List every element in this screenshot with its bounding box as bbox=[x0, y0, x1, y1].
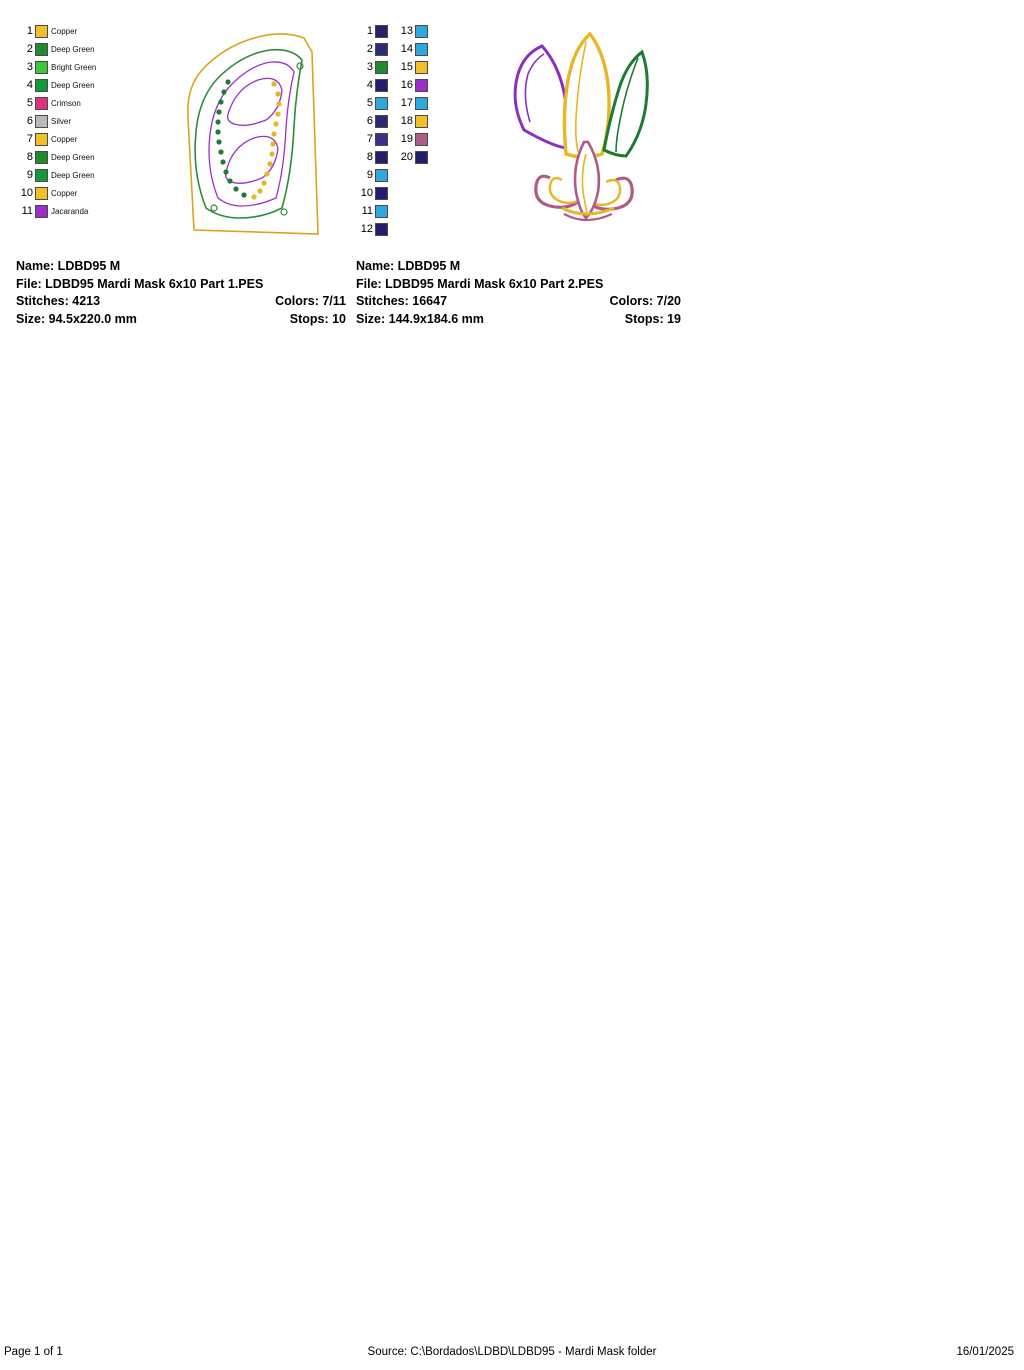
color-index: 6 bbox=[366, 114, 373, 127]
color-swatch bbox=[35, 115, 48, 128]
color-index: 2 bbox=[366, 42, 373, 55]
color-legend-row bbox=[356, 220, 388, 238]
design-stitches: Stitches: 16647 bbox=[356, 294, 448, 308]
color-index: 20 bbox=[400, 150, 413, 163]
color-column-right bbox=[396, 22, 428, 238]
color-swatch bbox=[375, 97, 388, 110]
color-legend-row bbox=[396, 40, 428, 58]
color-index: 16 bbox=[400, 78, 413, 91]
color-legend-row bbox=[396, 76, 428, 94]
color-swatch bbox=[35, 169, 48, 182]
design-info-part2 bbox=[356, 258, 681, 328]
color-index: 8 bbox=[366, 150, 373, 163]
color-swatch bbox=[415, 115, 428, 128]
color-legend-row bbox=[356, 22, 388, 40]
design-block-part1 bbox=[16, 22, 346, 326]
info-line-stitches bbox=[356, 293, 681, 311]
info-line-file bbox=[356, 276, 681, 294]
color-name: Crimson bbox=[51, 98, 81, 108]
page-footer bbox=[0, 1346, 1024, 1362]
color-swatch bbox=[375, 115, 388, 128]
color-column-left bbox=[356, 22, 388, 238]
design-colors: Colors: 7/11 bbox=[275, 294, 346, 308]
design-stops: Stops: 19 bbox=[624, 311, 681, 326]
color-name: Copper bbox=[51, 134, 78, 144]
color-name: Deep Green bbox=[51, 80, 95, 90]
color-swatch bbox=[35, 205, 48, 218]
footer-date: 16/01/2025 bbox=[956, 1346, 1014, 1358]
color-swatch bbox=[375, 133, 388, 146]
color-legend-row bbox=[356, 76, 388, 94]
color-legend-row bbox=[16, 202, 96, 220]
color-swatch bbox=[35, 61, 48, 74]
color-column-left bbox=[16, 22, 96, 220]
color-index: 4 bbox=[26, 78, 33, 91]
color-index: 1 bbox=[366, 24, 373, 37]
color-index: 5 bbox=[366, 96, 373, 109]
color-index: 13 bbox=[400, 24, 413, 37]
color-index: 8 bbox=[26, 150, 33, 163]
color-legend-row bbox=[356, 112, 388, 130]
color-legend-row bbox=[356, 166, 388, 184]
design-art-row bbox=[16, 22, 346, 244]
color-swatch bbox=[35, 25, 48, 38]
color-index: 17 bbox=[400, 96, 413, 109]
color-index: 10 bbox=[20, 186, 33, 199]
footer-page-number: Page 1 of 1 bbox=[4, 1346, 63, 1358]
color-legend-row bbox=[356, 58, 388, 76]
color-swatch bbox=[415, 151, 428, 164]
color-swatch bbox=[35, 133, 48, 146]
color-index: 11 bbox=[361, 204, 373, 217]
color-swatch bbox=[35, 79, 48, 92]
color-legend-row bbox=[16, 112, 96, 130]
color-swatch bbox=[35, 97, 48, 110]
color-swatch bbox=[415, 97, 428, 110]
color-legend-row bbox=[16, 22, 96, 40]
color-index: 7 bbox=[26, 132, 33, 145]
color-legend-row bbox=[356, 130, 388, 148]
info-line-name bbox=[16, 258, 346, 276]
color-swatch bbox=[415, 25, 428, 38]
color-legend-row bbox=[16, 130, 96, 148]
color-swatch bbox=[35, 151, 48, 164]
color-index: 3 bbox=[366, 60, 373, 73]
color-name: Deep Green bbox=[51, 44, 95, 54]
color-legend-row bbox=[356, 148, 388, 166]
color-index: 1 bbox=[26, 24, 33, 37]
design-info-part1 bbox=[16, 258, 346, 328]
color-index: 7 bbox=[366, 132, 373, 145]
color-legend-row bbox=[16, 166, 96, 184]
color-index: 10 bbox=[360, 186, 373, 199]
color-swatch bbox=[375, 169, 388, 182]
design-file: File: LDBD95 Mardi Mask 6x10 Part 2.PES bbox=[356, 276, 604, 291]
color-index: 9 bbox=[366, 168, 373, 181]
color-swatch bbox=[415, 61, 428, 74]
color-index: 18 bbox=[400, 114, 413, 127]
color-name: Jacaranda bbox=[51, 206, 89, 216]
color-swatch bbox=[375, 61, 388, 74]
design-size: Size: 94.5x220.0 mm bbox=[16, 311, 137, 326]
color-legend-row bbox=[16, 148, 96, 166]
color-legend-row bbox=[356, 94, 388, 112]
info-line-size bbox=[16, 311, 346, 329]
design-preview-part1 bbox=[166, 22, 336, 242]
color-name: Silver bbox=[51, 116, 72, 126]
color-index: 9 bbox=[26, 168, 33, 181]
color-legend-row bbox=[356, 40, 388, 58]
color-index: 2 bbox=[26, 42, 33, 55]
color-legend-row bbox=[396, 112, 428, 130]
color-swatch bbox=[415, 133, 428, 146]
color-index: 3 bbox=[26, 60, 33, 73]
color-legend-row bbox=[16, 58, 96, 76]
design-block-part2 bbox=[356, 22, 686, 326]
color-list-part2 bbox=[356, 22, 428, 238]
color-swatch bbox=[35, 187, 48, 200]
color-swatch bbox=[375, 223, 388, 236]
design-stops: Stops: 10 bbox=[289, 311, 346, 326]
color-name: Copper bbox=[51, 188, 78, 198]
design-stitches: Stitches: 4213 bbox=[16, 294, 101, 308]
color-legend-row bbox=[396, 130, 428, 148]
color-swatch bbox=[415, 43, 428, 56]
color-legend-row bbox=[16, 40, 96, 58]
color-swatch bbox=[375, 205, 388, 218]
color-name: Deep Green bbox=[51, 152, 95, 162]
color-index: 14 bbox=[400, 42, 413, 55]
color-legend-row bbox=[16, 94, 96, 112]
color-index: 15 bbox=[400, 60, 413, 73]
color-list-part1 bbox=[16, 22, 96, 220]
color-legend-row bbox=[356, 184, 388, 202]
info-line-size bbox=[356, 311, 681, 329]
design-size: Size: 144.9x184.6 mm bbox=[356, 311, 484, 326]
color-index: 12 bbox=[360, 222, 373, 235]
color-legend-row bbox=[16, 76, 96, 94]
design-preview-part2 bbox=[466, 22, 686, 242]
color-index: 4 bbox=[366, 78, 373, 91]
color-name: Copper bbox=[51, 26, 78, 36]
color-swatch bbox=[375, 79, 388, 92]
color-legend-row bbox=[396, 148, 428, 166]
design-art-row bbox=[356, 22, 686, 244]
design-file: File: LDBD95 Mardi Mask 6x10 Part 1.PES bbox=[16, 276, 264, 291]
color-swatch bbox=[35, 43, 48, 56]
color-index: 11 bbox=[21, 204, 33, 217]
color-legend-row bbox=[356, 202, 388, 220]
color-name: Bright Green bbox=[51, 62, 97, 72]
color-legend-row bbox=[16, 184, 96, 202]
color-index: 6 bbox=[26, 114, 33, 127]
color-swatch bbox=[415, 79, 428, 92]
info-line-stitches bbox=[16, 293, 346, 311]
design-name: Name: LDBD95 M bbox=[16, 259, 121, 273]
color-index: 5 bbox=[26, 96, 33, 109]
footer-source: Source: C:\Bordados\LDBD\LDBD95 - Mardi Mask folder bbox=[367, 1346, 657, 1358]
color-legend-row bbox=[396, 94, 428, 112]
color-name: Deep Green bbox=[51, 170, 95, 180]
design-colors: Colors: 7/20 bbox=[609, 294, 681, 308]
color-swatch bbox=[375, 43, 388, 56]
info-line-file bbox=[16, 276, 346, 294]
color-index: 19 bbox=[400, 132, 413, 145]
color-legend-row bbox=[396, 58, 428, 76]
color-swatch bbox=[375, 151, 388, 164]
design-name: Name: LDBD95 M bbox=[356, 259, 461, 273]
info-line-name bbox=[356, 258, 681, 276]
color-swatch bbox=[375, 25, 388, 38]
color-legend-row bbox=[396, 22, 428, 40]
color-swatch bbox=[375, 187, 388, 200]
